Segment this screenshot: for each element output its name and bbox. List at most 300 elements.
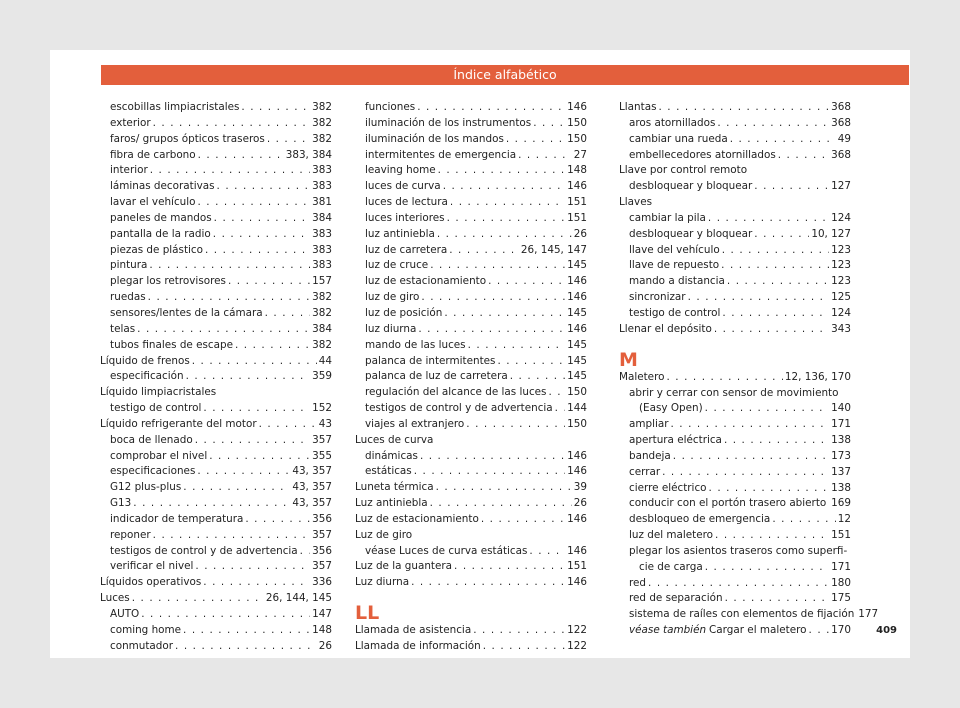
entry-page-ref: 355 <box>312 449 332 462</box>
index-subentry <box>619 132 851 148</box>
entry-term: sincronizar <box>629 291 686 304</box>
leader-dots <box>717 116 829 132</box>
entry-page-ref: 152 <box>312 402 332 415</box>
leader-dots <box>183 623 310 639</box>
index-subentry <box>619 576 851 592</box>
index-page <box>50 50 910 658</box>
entry-term: Luz de estacionamiento <box>355 512 479 525</box>
leader-dots <box>197 464 290 480</box>
entry-page-ref: 146 <box>567 275 587 288</box>
entry-term: testigo de control <box>110 402 202 415</box>
index-subentry <box>619 465 851 481</box>
entry-term: pantalla de la radio <box>110 227 211 240</box>
entry-term: luz de cruce <box>365 259 429 272</box>
entry-term: mando de las luces <box>365 338 466 351</box>
leader-dots <box>754 179 829 195</box>
leader-dots <box>722 306 829 322</box>
leader-dots <box>198 148 284 164</box>
leader-dots <box>417 100 565 116</box>
index-subentry <box>355 338 587 354</box>
index-entry <box>355 512 587 528</box>
entry-page-ref: 171 <box>831 418 851 431</box>
entry-term: lavar el vehículo <box>110 196 196 209</box>
entry-term: llave de repuesto <box>629 259 720 272</box>
entry-page-ref: 124 <box>831 306 851 319</box>
entry-term: Maletero <box>619 370 665 383</box>
index-subentry <box>355 385 587 401</box>
leader-dots <box>133 496 290 512</box>
entry-page-ref: 356 <box>312 512 332 525</box>
entry-page-ref: 26, 145, 147 <box>520 243 587 256</box>
entry-page-ref: 146 <box>567 322 587 335</box>
index-subentry <box>100 544 332 560</box>
index-entry <box>100 354 332 370</box>
leader-dots <box>132 591 264 607</box>
entry-term: intermitentes de emergencia <box>365 148 517 161</box>
entry-term: Líquidos operativos <box>100 576 202 589</box>
entry-term: reponer <box>110 528 151 541</box>
entry-term: luz de giro <box>365 291 420 304</box>
entry-term: palanca de intermitentes <box>365 354 496 367</box>
entry-page-ref: 173 <box>831 449 851 462</box>
leader-dots <box>137 322 310 338</box>
leader-dots <box>548 385 565 401</box>
index-entry <box>355 496 587 512</box>
index-subentry <box>619 607 879 623</box>
index-subentry <box>619 512 851 528</box>
leader-dots <box>727 274 829 290</box>
leader-dots <box>555 401 565 417</box>
leader-dots <box>443 179 565 195</box>
entry-term: Llenar el depósito <box>619 322 712 335</box>
leader-dots <box>714 322 829 338</box>
leader-dots <box>708 211 829 227</box>
section-letter: M <box>619 348 638 371</box>
entry-page-ref: 146 <box>567 465 587 478</box>
index-subentry <box>100 623 332 639</box>
entry-term: palanca de luz de carretera <box>365 370 508 383</box>
index-subentry <box>619 290 851 306</box>
entry-term: luz de estacionamiento <box>365 275 487 288</box>
entry-term: testigos de control y de advertencia <box>365 402 553 415</box>
entry-term: especificaciones <box>110 465 196 478</box>
index-subentry <box>100 496 332 512</box>
entry-term: AUTO <box>110 608 140 620</box>
index-entry <box>355 559 587 575</box>
index-entry <box>619 370 851 386</box>
index-subentry <box>100 116 332 132</box>
leader-dots <box>213 227 310 243</box>
entry-term: ampliar <box>629 418 669 431</box>
entry-term: cie de carga <box>639 560 703 573</box>
entry-term: iluminación de los mandos <box>365 132 504 145</box>
entry-page-ref: 122 <box>567 640 587 652</box>
leader-dots <box>754 227 809 243</box>
entry-page-ref: 343 <box>831 322 851 335</box>
leader-dots <box>447 211 566 227</box>
entry-page-ref: 150 <box>567 417 587 430</box>
entry-page-ref: 383 <box>312 180 332 193</box>
entry-page-ref: 175 <box>831 592 851 605</box>
index-subentry <box>100 449 332 465</box>
index-subentry <box>619 211 851 227</box>
entry-term: telas <box>110 322 136 335</box>
leader-dots <box>666 370 782 386</box>
entry-page-ref: 146 <box>567 576 587 589</box>
index-entry <box>100 591 332 607</box>
leader-dots <box>141 607 310 623</box>
leader-dots <box>488 274 565 290</box>
leader-dots <box>420 449 565 465</box>
entry-term: luz del maletero <box>629 529 714 542</box>
entry-page-ref: 384 <box>312 322 332 335</box>
leader-dots <box>436 480 572 496</box>
index-subentry <box>355 290 587 306</box>
index-subentry <box>355 132 587 148</box>
entry-page-ref: 170 <box>831 624 851 637</box>
entry-term: tubos finales de escape <box>110 338 233 351</box>
leader-dots <box>481 512 565 528</box>
entry-term: paneles de mandos <box>110 211 212 224</box>
index-subentry <box>619 417 851 433</box>
entry-page-ref: 140 <box>831 402 851 415</box>
entry-page-ref: 26, 144, 145 <box>265 592 332 605</box>
index-subentry <box>619 243 851 259</box>
index-subentry <box>619 560 851 576</box>
leader-dots <box>510 369 565 385</box>
entry-term: Llamada de asistencia <box>355 624 472 637</box>
entry-term: embellecedores atornillados <box>629 148 776 161</box>
index-subentry <box>100 195 332 211</box>
entry-page-ref: 138 <box>831 434 851 447</box>
index-subentry <box>100 290 332 306</box>
entry-page-ref: 12, 136, 170 <box>784 370 851 383</box>
index-subentry <box>100 528 332 544</box>
entry-page-ref: 357 <box>312 528 332 541</box>
leader-dots <box>186 369 311 385</box>
leader-dots <box>473 623 565 639</box>
entry-page-ref: 357 <box>312 433 332 446</box>
entry-page-ref: 145 <box>567 306 587 319</box>
leader-dots <box>721 258 829 274</box>
leader-dots <box>533 116 565 132</box>
entry-term: viajes al extranjero <box>365 417 465 430</box>
leader-dots <box>518 148 572 164</box>
leader-dots <box>241 100 310 116</box>
entry-term: bandeja <box>629 449 671 462</box>
index-subentry <box>100 258 332 274</box>
leader-dots <box>529 544 565 560</box>
index-column-3 <box>619 100 879 639</box>
leader-dots <box>418 322 565 338</box>
index-subentry <box>355 417 587 433</box>
entry-page-ref: 382 <box>312 291 332 304</box>
entry-page-ref: 151 <box>831 529 851 542</box>
index-entry <box>619 322 851 338</box>
entry-page-ref: 150 <box>567 386 587 399</box>
leader-dots <box>658 100 829 116</box>
entry-term: testigo de control <box>629 306 721 319</box>
index-subentry <box>355 243 587 259</box>
leader-dots <box>648 576 829 592</box>
entry-page-ref: 44 <box>318 354 332 367</box>
entry-term: desbloquear y bloquear <box>629 180 753 193</box>
entry-term: Luneta térmica <box>355 481 434 494</box>
entry-term: comprobar el nivel <box>110 449 208 462</box>
entry-page-ref: 12 <box>837 513 851 526</box>
index-subentry: plegar los asientos traseros como superfi- <box>629 544 848 557</box>
leader-dots <box>228 274 310 290</box>
entry-page-ref: 10, 127 <box>811 227 851 240</box>
entry-page-ref: 147 <box>312 608 332 620</box>
index-subentry <box>619 116 851 132</box>
index-subentry <box>619 148 851 164</box>
entry-term: cambiar una rueda <box>629 132 728 145</box>
index-subentry <box>100 401 332 417</box>
entry-term: especificación <box>110 370 184 383</box>
entry-page-ref: 146 <box>567 180 587 193</box>
leader-dots <box>195 433 310 449</box>
leader-dots <box>483 639 565 655</box>
index-subentry <box>355 544 587 560</box>
entry-page-ref: 146 <box>567 101 587 113</box>
page-header: Índice alfabético <box>101 65 909 85</box>
entry-term: apertura eléctrica <box>629 434 722 447</box>
leader-dots <box>809 623 830 639</box>
index-subentry <box>100 148 332 164</box>
leader-dots <box>209 449 310 465</box>
index-subentry <box>355 449 587 465</box>
leader-dots <box>444 306 565 322</box>
entry-page-ref: 145 <box>567 370 587 383</box>
entry-term: G12 plus-plus <box>110 481 182 494</box>
entry-page-ref: 383 <box>312 243 332 256</box>
leader-dots <box>183 480 290 496</box>
index-subentry <box>355 354 587 370</box>
index-subentry <box>619 401 851 417</box>
leader-dots <box>197 195 310 211</box>
entry-page-ref: 357 <box>312 560 332 573</box>
index-subentry <box>355 227 587 243</box>
entry-term: sensores/lentes de la cámara <box>110 306 263 319</box>
entry-page-ref: 368 <box>831 116 851 129</box>
entry-term: aros atornillados <box>629 116 716 129</box>
index-subentry <box>100 179 332 195</box>
leader-dots <box>466 417 565 433</box>
entry-term: red de separación <box>629 592 723 605</box>
entry-page-ref: 151 <box>567 211 587 224</box>
index-subentry <box>355 100 587 116</box>
entry-term: cierre eléctrico <box>629 481 707 494</box>
leader-dots <box>205 243 310 259</box>
entry-term: Líquido de frenos <box>100 354 190 367</box>
entry-term: boca de llenado <box>110 433 193 446</box>
leader-dots <box>725 591 830 607</box>
entry-page-ref: 43, 357 <box>292 497 332 510</box>
entry-page-ref: 383 <box>312 227 332 240</box>
leader-dots <box>450 195 565 211</box>
index-subentry <box>100 338 332 354</box>
entry-term: sistema de raíles con elementos de fijación <box>629 608 855 621</box>
entry-page-ref: 145 <box>567 354 587 367</box>
leader-dots <box>267 132 310 148</box>
entry-page-ref: 169 <box>831 497 851 510</box>
entry-term: luz antiniebla <box>365 227 435 240</box>
entry-page-ref: 145 <box>567 338 587 351</box>
leader-dots <box>709 481 830 497</box>
entry-page-ref: 382 <box>312 101 332 113</box>
entry-page-ref: 151 <box>567 196 587 209</box>
entry-term: (Easy Open) <box>639 402 703 415</box>
entry-page-ref: 124 <box>831 211 851 224</box>
leader-dots <box>245 512 310 528</box>
index-subentry <box>619 449 851 465</box>
entry-term: Luz antiniebla <box>355 497 428 510</box>
entry-term: red <box>629 576 647 589</box>
index-subentry <box>619 227 851 243</box>
leader-dots <box>724 433 829 449</box>
index-entry <box>619 100 851 116</box>
leader-dots <box>265 306 311 322</box>
entry-page-ref: 157 <box>312 275 332 288</box>
entry-page-ref: 382 <box>312 338 332 351</box>
entry-term: G13 <box>110 497 132 510</box>
index-column-1 <box>100 100 332 655</box>
leader-dots <box>772 512 835 528</box>
index-subentry <box>100 274 332 290</box>
entry-page-ref: 177 <box>858 608 879 621</box>
leader-dots <box>300 544 310 560</box>
index-subentry <box>100 464 332 480</box>
entry-page-ref: 146 <box>567 291 587 304</box>
index-subentry <box>100 433 332 449</box>
leader-dots <box>437 227 572 243</box>
leader-dots <box>214 211 310 227</box>
index-subentry <box>100 211 332 227</box>
entry-term: cerrar <box>629 465 661 478</box>
leader-dots <box>673 449 829 465</box>
leader-dots <box>195 559 310 575</box>
index-entry-heading: Luces de curva <box>355 433 434 446</box>
index-subentry <box>100 243 332 259</box>
entry-term: testigos de control y de advertencia <box>110 544 298 557</box>
index-subentry <box>355 179 587 195</box>
entry-term: interior <box>110 164 148 177</box>
leader-dots <box>235 338 310 354</box>
entry-page-ref: 383, 384 <box>285 148 332 161</box>
entry-page-ref: 138 <box>831 481 851 494</box>
entry-term: pintura <box>110 259 148 272</box>
index-subentry <box>619 179 851 195</box>
entry-page-ref: 146 <box>567 512 587 525</box>
leader-dots <box>421 290 565 306</box>
leader-dots <box>259 417 317 433</box>
index-subentry <box>355 369 587 385</box>
entry-page-ref: 27 <box>573 148 587 161</box>
entry-term: conducir con el portón trasero abierto <box>629 497 827 510</box>
entry-term: exterior <box>110 116 151 129</box>
index-entry <box>355 480 587 496</box>
leader-dots <box>454 559 565 575</box>
index-subentry <box>355 148 587 164</box>
entry-term: verificar el nivel <box>110 560 194 573</box>
index-entry <box>355 623 587 639</box>
entry-page-ref: 144 <box>567 402 587 415</box>
entry-term: plegar los retrovisores <box>110 275 226 288</box>
entry-term: faros/ grupos ópticos traseros <box>110 132 265 145</box>
entry-page-ref: 123 <box>831 243 851 256</box>
leader-dots <box>828 496 829 512</box>
leader-dots <box>150 163 310 179</box>
entry-page-ref: 123 <box>831 275 851 288</box>
entry-page-ref: 26 <box>573 227 587 240</box>
entry-page-ref: 148 <box>312 623 332 636</box>
index-subentry <box>100 369 332 385</box>
entry-page-ref: 359 <box>312 370 332 383</box>
index-entry-heading: Llaves <box>619 196 652 209</box>
section-letter: LL <box>355 602 380 625</box>
entry-page-ref: 150 <box>567 116 587 129</box>
index-subentry <box>355 401 587 417</box>
entry-page-ref: 336 <box>312 576 332 589</box>
entry-term: luces de curva <box>365 180 441 193</box>
entry-term: fibra de carbono <box>110 148 196 161</box>
entry-page-ref: 43, 357 <box>292 465 332 478</box>
leader-dots <box>730 132 836 148</box>
entry-page-ref: 125 <box>831 291 851 304</box>
entry-page-ref: 122 <box>567 624 587 637</box>
leader-dots <box>662 465 829 481</box>
entry-term: iluminación de los instrumentos <box>365 116 532 129</box>
leader-dots <box>506 132 565 148</box>
entry-page-ref: 148 <box>567 164 587 177</box>
entry-term: luz de posición <box>365 306 443 319</box>
index-subentry <box>619 258 851 274</box>
index-entry-heading: Luz de giro <box>355 528 413 541</box>
entry-page-ref: 381 <box>312 196 332 209</box>
leader-dots <box>778 148 829 164</box>
index-subentry <box>355 322 587 338</box>
entry-term: mando a distancia <box>629 275 725 288</box>
entry-term: luz diurna <box>365 322 417 335</box>
index-subentry <box>355 306 587 322</box>
index-entry <box>355 575 587 591</box>
index-subentry <box>100 227 332 243</box>
index-subentry <box>619 623 851 639</box>
entry-page-ref: 26 <box>318 639 332 652</box>
index-entry-heading: Llave por control remoto <box>619 164 748 177</box>
entry-page-ref: 150 <box>567 132 587 145</box>
entry-page-ref: 49 <box>837 132 851 145</box>
entry-page-ref: 39 <box>573 481 587 494</box>
leader-dots <box>153 116 311 132</box>
entry-term: luces de lectura <box>365 196 448 209</box>
entry-term: Luces <box>100 592 130 605</box>
index-subentry <box>355 116 587 132</box>
entry-term: cambiar la pila <box>629 211 706 224</box>
entry-term: piezas de plástico <box>110 243 203 256</box>
entry-term: leaving home <box>365 164 436 177</box>
entry-page-ref: 382 <box>312 116 332 129</box>
index-subentry <box>619 274 851 290</box>
leader-dots <box>149 258 310 274</box>
leader-dots <box>414 464 565 480</box>
entry-term: Llantas <box>619 101 657 113</box>
see-also-label: véase también <box>629 624 707 637</box>
entry-term: ruedas <box>110 291 146 304</box>
entry-page-ref: 43 <box>318 417 332 430</box>
leader-dots <box>497 354 565 370</box>
